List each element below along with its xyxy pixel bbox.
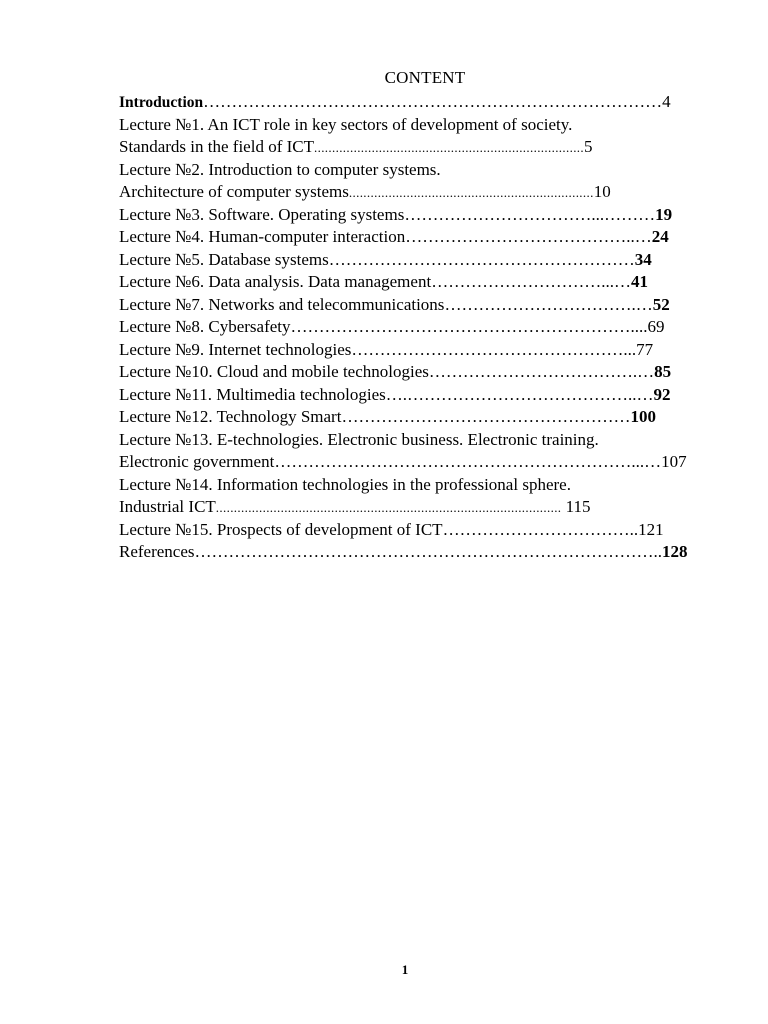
toc-entry-text: Lecture №6. Data analysis. Data management <box>119 272 432 291</box>
toc-leader-dots: ………………………………………………………...… <box>274 452 662 471</box>
toc-entry-references[interactable] <box>119 541 699 564</box>
toc-leader-dots: …………………………………………………….... <box>290 317 648 336</box>
toc-leader-dots: …………………………………………... <box>351 339 637 359</box>
toc-entry-text: Standards in the field of ICT <box>119 137 314 156</box>
toc-entry-text: Lecture №13. E-technologies. Electronic business. Electronic training. <box>119 429 599 449</box>
toc-entry-lecture-14-continued[interactable] <box>119 496 699 519</box>
toc-page-number: 128 <box>662 542 688 561</box>
toc-leader-dots: ……………………………………………………………………….. <box>194 542 663 561</box>
toc-entry-text: Lecture №5. Database systems <box>119 249 329 269</box>
toc-page-number: 52 <box>652 294 670 314</box>
toc-entry-lecture-15[interactable] <box>119 519 699 542</box>
toc-leader-dots: …………………………...… <box>431 272 631 291</box>
toc-entry-text: Lecture №12. Technology Smart <box>119 407 342 426</box>
toc-entry-lecture-14[interactable] <box>119 474 699 497</box>
toc-entry-text: Lecture №4. Human-computer interaction <box>119 227 406 246</box>
toc-entry-lecture-12[interactable] <box>119 406 699 429</box>
toc-entry-text: References <box>119 542 195 561</box>
toc-entry-text: Lecture №1. An ICT role in key sectors of development of society. <box>119 114 573 134</box>
toc-page-number: 5 <box>584 137 593 156</box>
toc-page-number: 24 <box>651 227 669 246</box>
toc-page-number: 85 <box>654 362 672 381</box>
page-number-footer: 1 <box>401 962 409 977</box>
toc-entry-text: Lecture №9. Internet technologies <box>119 339 352 359</box>
toc-page-number: 92 <box>653 384 671 404</box>
toc-entry-lecture-1[interactable] <box>119 114 699 137</box>
toc-entry-lecture-7[interactable] <box>119 294 699 317</box>
toc-page-number: 69 <box>647 317 665 336</box>
toc-entry-lecture-1-continued[interactable] <box>119 136 699 159</box>
toc-leader-dots: ……………………………...……… <box>404 204 656 224</box>
table-of-contents <box>119 91 699 564</box>
toc-entry-text: Lecture №3. Software. Operating systems <box>119 204 405 224</box>
toc-leader-dots: ................................................................................................ <box>215 500 562 515</box>
toc-entry-text: Lecture №8. Cybersafety <box>119 317 291 336</box>
toc-entry-lecture-13-continued[interactable] <box>119 451 699 474</box>
toc-page-number: 77 <box>636 339 654 359</box>
toc-entry-lecture-5[interactable] <box>119 249 699 272</box>
toc-entry-text: Lecture №11. Multimedia technologies <box>119 384 386 404</box>
toc-page-number: 19 <box>655 204 673 224</box>
toc-page-number: 100 <box>630 407 656 426</box>
toc-page-number: 4 <box>662 92 671 111</box>
toc-leader-dots: …………………………………………… <box>341 407 631 426</box>
toc-entry-lecture-11[interactable] <box>119 384 699 407</box>
toc-entry-lecture-4[interactable] <box>119 226 699 249</box>
toc-leader-dots: ….…………………………………..… <box>385 384 654 404</box>
toc-entry-text: Architecture of computer systems <box>119 182 349 201</box>
toc-leader-dots: …………………………….. <box>442 519 639 539</box>
toc-page-number: 115 <box>561 497 591 516</box>
toc-entry-text: Lecture №7. Networks and telecommunications <box>119 294 445 314</box>
toc-leader-dots: ……………………………………………… <box>328 249 635 269</box>
toc-page-number: 107 <box>661 452 687 471</box>
toc-entry-text: Lecture №2. Introduction to computer systems. <box>119 159 441 179</box>
toc-page-number: 41 <box>630 272 648 291</box>
toc-page-number: 10 <box>593 182 611 201</box>
toc-leader-dots: ……………………………….… <box>428 362 655 381</box>
toc-entry-lecture-6[interactable] <box>119 271 699 294</box>
toc-entry-text: Electronic government <box>119 452 275 471</box>
toc-entry-text: Introduction <box>119 94 204 111</box>
page-title: CONTENT <box>384 68 466 87</box>
toc-entry-lecture-3[interactable] <box>119 204 699 227</box>
toc-entry-lecture-13[interactable] <box>119 429 699 452</box>
toc-leader-dots: …………………………………..… <box>405 227 652 246</box>
toc-leader-dots: ........................................................................... <box>314 140 584 155</box>
toc-entry-text: Lecture №14. Information technologies in the professional sphere. <box>119 474 571 494</box>
toc-entry-lecture-2[interactable] <box>119 159 699 182</box>
toc-entry-introduction[interactable] <box>119 91 699 114</box>
toc-page-number: 121 <box>638 519 664 539</box>
toc-entry-lecture-10[interactable] <box>119 361 699 384</box>
toc-entry-text: Industrial ICT <box>119 497 216 516</box>
toc-entry-lecture-2-continued[interactable] <box>119 181 699 204</box>
toc-leader-dots: …………………………….… <box>444 294 653 314</box>
toc-leader-dots: .................................................................... <box>348 185 594 200</box>
toc-entry-text: Lecture №15. Prospects of development of ICT <box>119 519 443 539</box>
toc-entry-lecture-9[interactable] <box>119 339 699 362</box>
toc-page-number: 34 <box>634 249 652 269</box>
toc-entry-lecture-8[interactable] <box>119 316 699 339</box>
toc-entry-text: Lecture №10. Cloud and mobile technologies <box>119 362 429 381</box>
toc-leader-dots: ……………………………………………………………………… <box>203 92 663 111</box>
